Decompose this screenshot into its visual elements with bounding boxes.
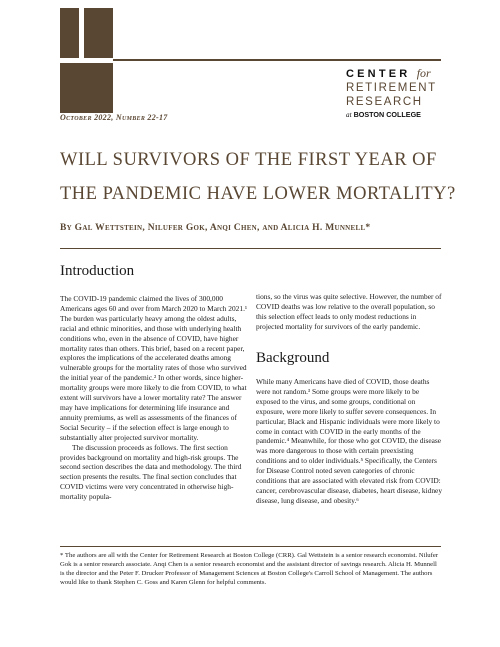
header-rule xyxy=(113,59,441,61)
logo-square xyxy=(60,8,79,58)
divider xyxy=(60,248,441,249)
author-footnote: * The authors are all with the Center for Retirement Research at Boston College (CRR). Gal Wettstein is a senior research economist. Nilufer Gok is a senior research associate. Anqi Chen is a senior research economist and the assistant director of savings research. Alicia H. Munnell is the director and the Peter F. Drucker Professor of Management Sciences at Boston College's Carroll School of Management. The authors would like to thank Stephen C. Goss and Karen Glenn for helpful comments. xyxy=(60,552,439,586)
logo-square xyxy=(60,63,113,113)
crr-logo xyxy=(346,66,446,121)
introduction-heading: Introduction xyxy=(60,263,135,279)
intro-paragraph: The discussion proceeds as follows. The first section provides background on mortality and high-risk groups. The second section describes the data and methodology. The third section presents the results. The final section concludes that COVID victims were very concentrated in otherwise high-mortality popula- xyxy=(60,442,242,502)
background-paragraph: While many Americans have died of COVID, those deaths were not random.³ Some groups were more likely to be exposed to the virus, and some groups, conditional on exposure, were more likely to suffer severe consequences. In particular, Black and Hispanic individuals were more likely to come in contact with COVID in the early months of the pandemic.⁴ Meanwhile, for those who got COVID, the disease was more dangerous to those with certain preexisting conditions and to older individuals.⁵ Specifically, the Centers for Disease Control noted seven categories of chronic conditions that are associated with elevated risk from COVID: cancer, cerebrovascular disease, diabetes, heart disease, kidney disease, lung disease, and obesity.⁶ xyxy=(256,377,443,505)
logo-line-school: at BOSTON COLLEGE xyxy=(346,110,421,119)
logo-square xyxy=(84,8,113,58)
intro-paragraph: The COVID-19 pandemic claimed the lives of 300,000 Americans ages 60 and over from March 2020 to March 2021.¹ The burden was particularly heavy among the oldest adults, racial and ethnic minorities, and those with underlying health conditions who, even in the absence of COVID, have higher mortality rates than others. This brief, based on a recent paper, explores the implications of the accelerated deaths among vulnerable groups for the mortality rates of those who survived the initial year of the pandemic.² In other words, since higher-mortality groups were more likely to die from COVID, to what extent will survivors have a lower mortality rate? The answer may have implications for determining life insurance and annuity premiums, as well as assessments of the finances of Social Security – if the selection effect is large enough to substantially alter projected survivor mortality. xyxy=(60,294,248,442)
logo-line-retirement: RETIREMENT xyxy=(346,82,437,94)
logo-line-research: RESEARCH xyxy=(346,96,423,108)
page-title xyxy=(60,143,460,211)
issue-number: October 2022, Number 22-17 xyxy=(60,113,168,122)
column-left xyxy=(60,294,248,502)
title-line: WILL SURVIVORS OF THE FIRST YEAR OF xyxy=(60,150,437,170)
column-right xyxy=(256,377,444,506)
logo-squares xyxy=(60,8,113,112)
title-line: THE PANDEMIC HAVE LOWER MORTALITY? xyxy=(60,184,456,204)
logo-line-center: CENTER for xyxy=(346,66,431,80)
continuation-paragraph: tions, so the virus was quite selective. However, the number of COVID deaths was low relative to the overall population, so this selection effect leads to only modest reductions in projected mortality for survivors of the early pandemic. xyxy=(256,292,442,331)
background-heading: Background xyxy=(256,350,330,366)
authors-byline: By Gal Wettstein, Nilufer Gok, Anqi Chen, and Alicia H. Munnell* xyxy=(60,223,371,233)
column-right-continuation xyxy=(256,292,444,332)
footnote-divider xyxy=(60,546,441,547)
